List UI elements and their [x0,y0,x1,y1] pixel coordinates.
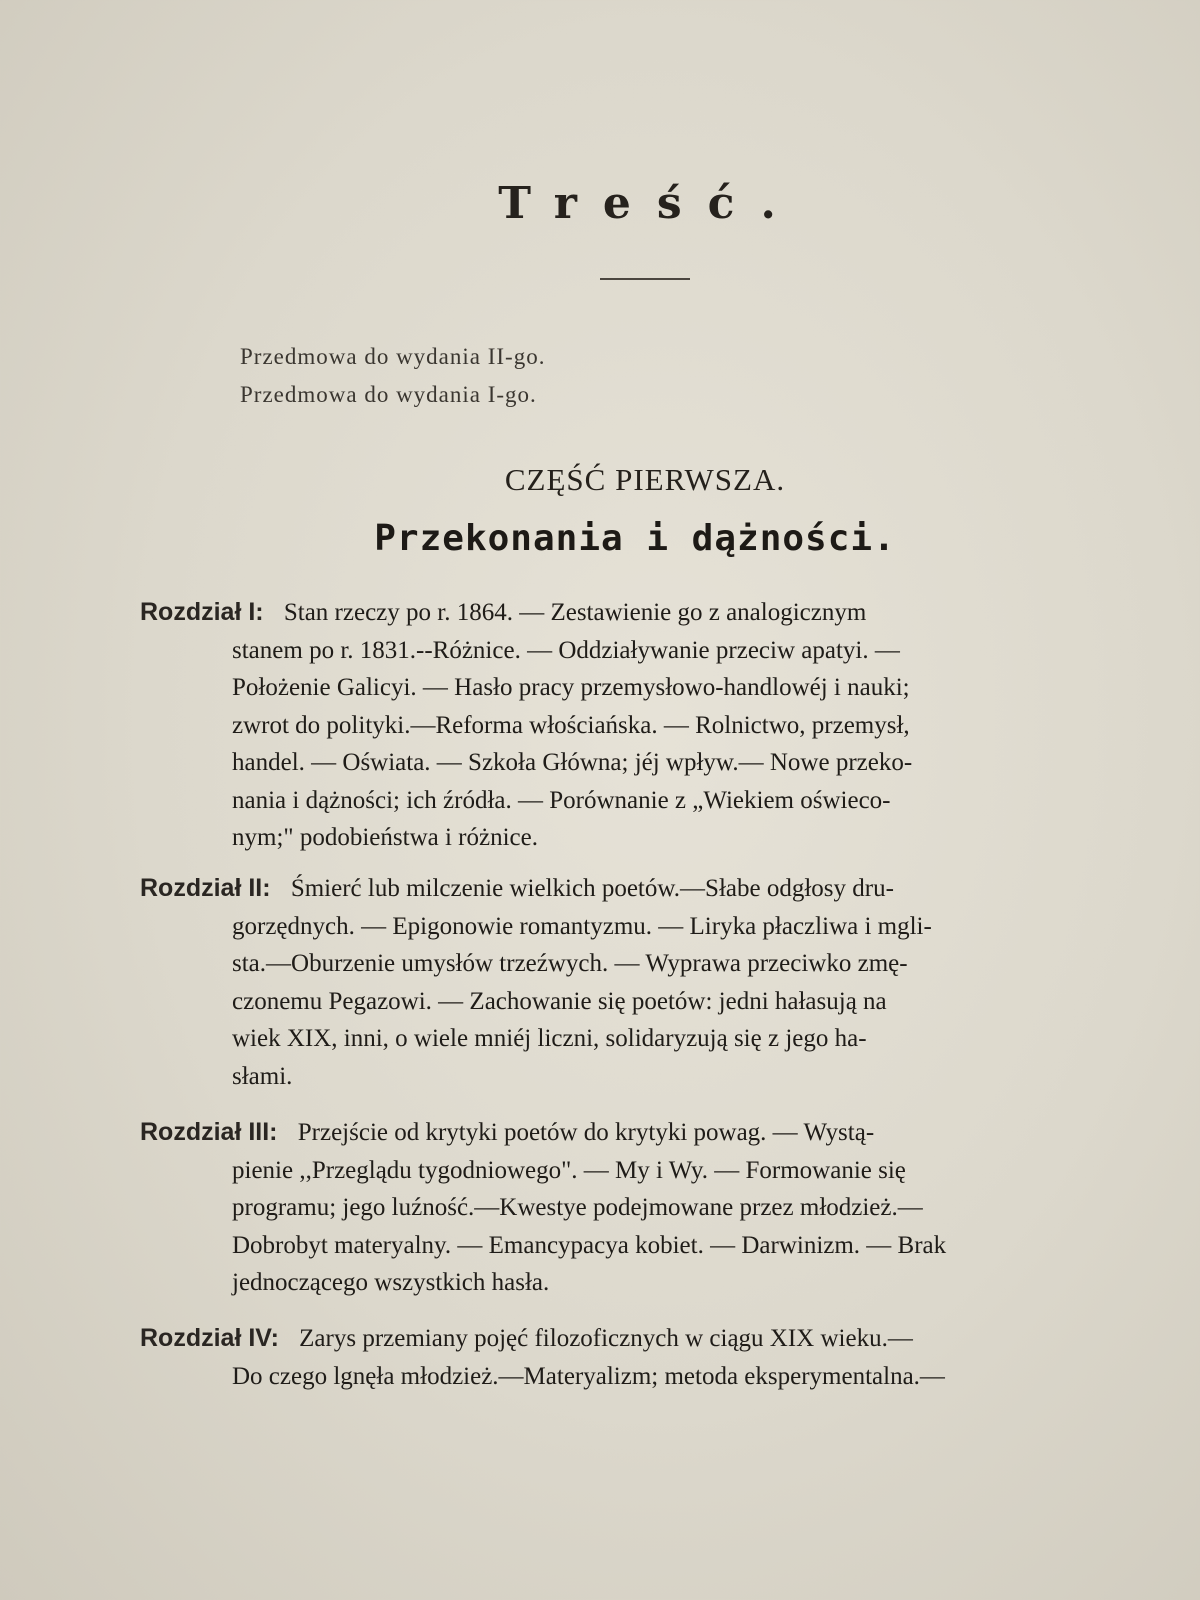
chapter-3-line-4: Dobrobyt materyalny. — Emancypacya kobiet. — Darwinizm. — Brak [232,1231,947,1259]
chapter-3-line-3: programu; jego luźność.—Kwestye podejmowane przez młodzież.— [232,1194,923,1221]
part-title: Przekonania i dążności. [374,518,896,559]
chapter-3-line-2: pienie ,,Przeglądu tygodniowego". — My i Wy. — Formowanie się [232,1156,906,1184]
part-label: CZĘŚĆ PIERWSZA. [504,462,786,497]
page-title: Treść. [498,178,802,229]
chapter-4-label: Rozdział IV: [140,1324,279,1352]
chapter-4-line-2: Do czego lgnęła młodzież.—Materyalizm; metoda eksperymentalna.— [232,1362,945,1390]
chapter-2-line-4: czonemu Pegazowi. — Zachowanie się poetów: jedni hałasują na [232,987,887,1015]
chapter-2-line-5: wiek XIX, inni, o wiele mniéj liczni, solidaryzują się z jego ha- [232,1025,867,1052]
chapter-1-line-3: Położenie Galicyi. — Hasło pracy przemysłowo-handlowéj i nauki; [232,674,910,701]
preface-list [240,338,545,414]
chapter-1-line-5: handel. — Oświata. — Szkoła Główna; jéj wpływ.— Nowe przeko- [232,749,913,776]
chapter-1-label: Rozdział I: [140,598,264,626]
chapter-2-line-6: słami. [232,1062,293,1090]
chapter-2-line-2: gorzędnych. — Epigonowie romantyzmu. — Liryka płaczliwa i mgli- [232,912,932,940]
chapter-2-line-3: sta.—Oburzenie umysłów trzeźwych. — Wyprawa przeciwko zmę- [232,950,908,977]
chapter-4-line-1: Zarys przemiany pojęć filozoficznych w ciągu XIX wieku.— [299,1325,913,1352]
chapter-1-line-1: Stan rzeczy po r. 1864. — Zestawienie go z analogicznym [283,599,867,626]
chapter-1-line-4: zwrot do polityki.—Reforma włościańska. — Rolnictwo, przemysł, [232,711,910,739]
chapter-4-entry [140,1320,1140,1395]
chapter-2-label: Rozdział II: [140,874,271,902]
chapter-1-line-2: stanem po r. 1831.--Różnice. — Oddziaływanie przeciw apatyi. — [232,636,900,664]
title-divider [600,278,690,280]
chapter-3-label: Rozdział III: [140,1118,278,1146]
chapter-3-line-1: Przejście od krytyki poetów do krytyki powag. — Wystą- [297,1119,875,1146]
chapter-2-entry [140,870,1140,1095]
preface-item-1st-edition: Przedmowa do wydania I-go. [240,382,537,407]
preface-item-2nd-edition: Przedmowa do wydania II-go. [240,344,546,369]
chapter-1-line-6: nania i dążności; ich źródła. — Porównanie z „Wiekiem oświeco- [232,786,891,814]
chapter-1-line-7: nym;" podobieństwa i różnice. [232,824,538,851]
chapter-2-line-1: Śmierć lub milczenie wielkich poetów.—Słabe odgłosy dru- [290,875,894,902]
chapter-1-entry [140,594,1140,857]
chapter-3-entry [140,1114,1140,1302]
chapter-3-line-5: jednoczącego wszystkich hasła. [232,1269,550,1296]
